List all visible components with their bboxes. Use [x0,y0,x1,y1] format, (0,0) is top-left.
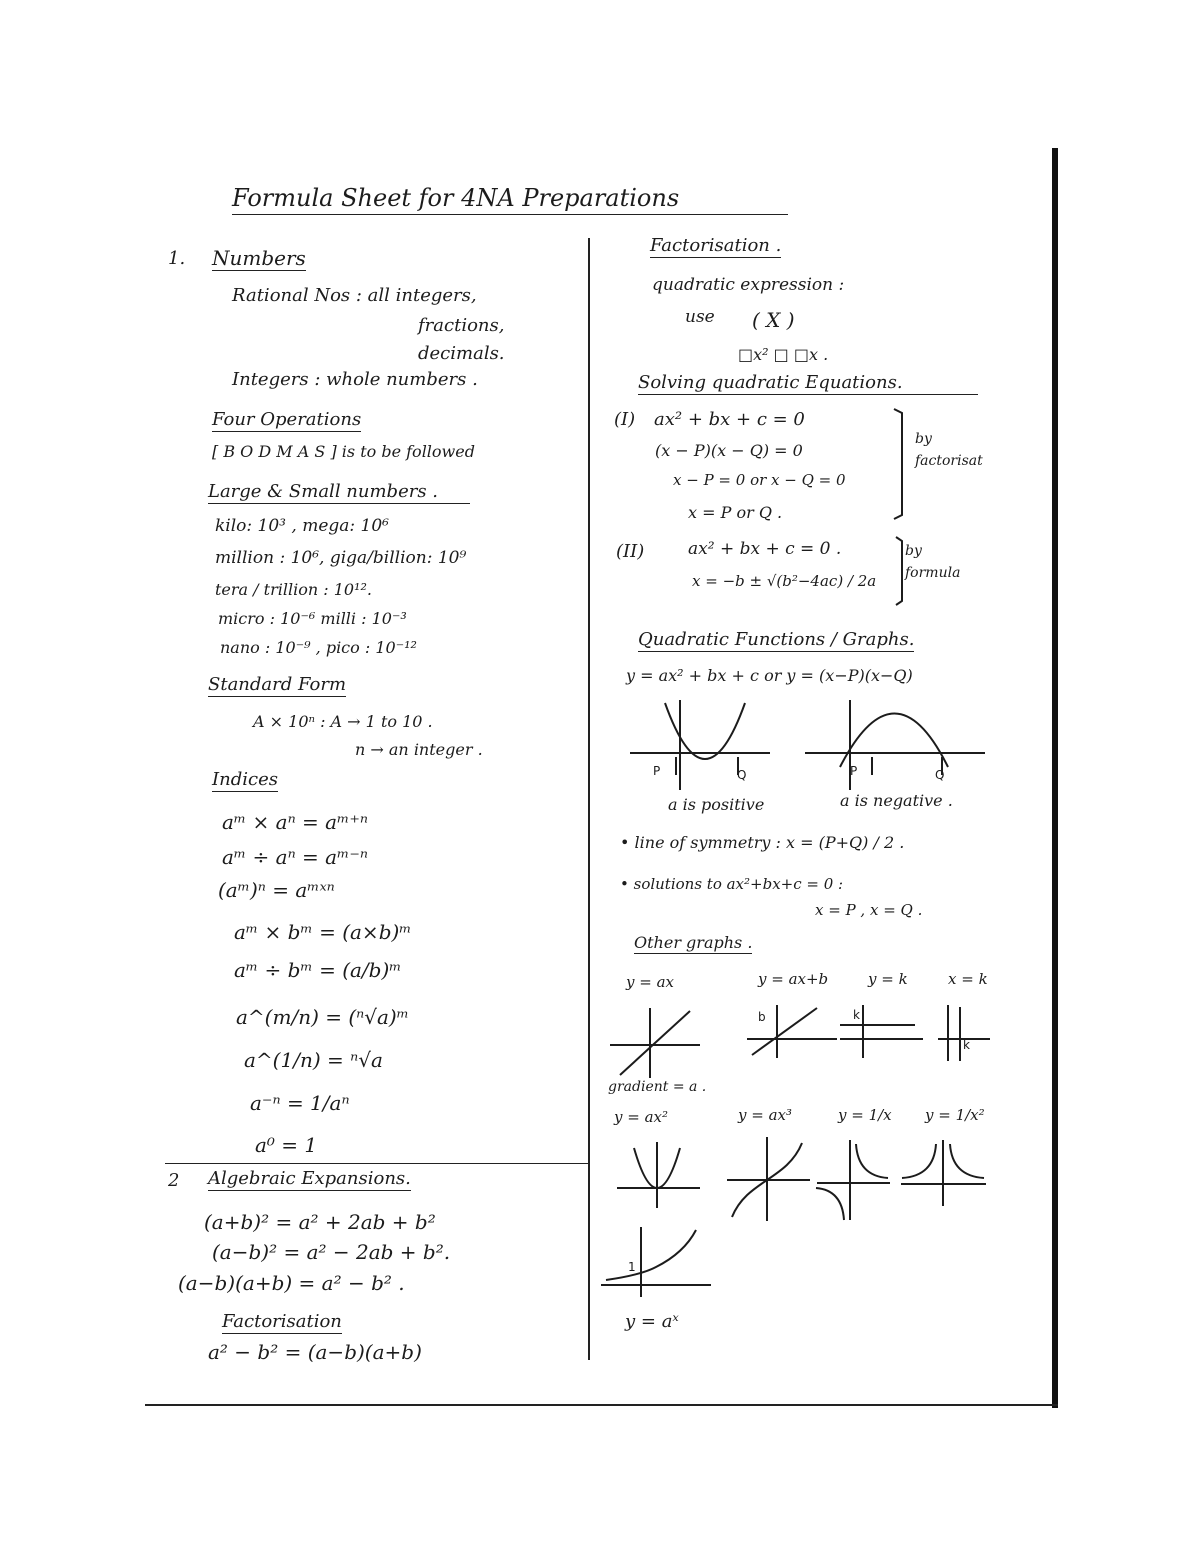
method-one-step: x − P = 0 or x − Q = 0 [673,471,846,489]
gradient-note: gradient = a . [608,1079,707,1095]
method-two-label: (II) [616,541,645,562]
graph-label: x = k [948,970,988,988]
cross-method: ( X ) [752,308,795,332]
section-number: 1. [168,248,186,269]
quadratic-expression-line: quadratic expression : [652,275,845,295]
index-law: a⁰ = 1 [255,1133,318,1157]
exponential-curve-graph [596,1225,716,1300]
rational-line-3: decimals. [418,343,505,364]
index-law: a⁻ⁿ = 1/aⁿ [250,1091,350,1115]
root-p-label: P [850,764,858,778]
index-law: (aᵐ)ⁿ = aᵐˣⁿ [218,878,335,902]
rational-line-1: Rational Nos : all integers, [232,285,477,306]
line-of-symmetry: • line of symmetry : x = (P+Q) / 2 . [620,833,905,852]
graph-label: y = ax [626,973,674,991]
method-one-step: (x − P)(x − Q) = 0 [655,441,803,460]
method-two-equation: ax² + bx + c = 0 . [688,539,842,559]
four-operations-heading: Four Operations [212,409,362,430]
positive-parabola-graph [625,695,775,795]
vertical-line-graph [935,1003,995,1063]
solving-braces [888,405,918,605]
index-law: aᵐ × aⁿ = aᵐ⁺ⁿ [222,810,369,834]
expansion-identity: (a+b)² = a² + 2ab + b² [204,1210,436,1234]
negative-label: a is negative . [840,791,953,810]
method-one-step: ax² + bx + c = 0 [654,409,805,430]
method-one-label: (I) [614,409,636,430]
quadratic-curve-graph [612,1140,702,1210]
intercept-one-label: 1 [628,1260,636,1274]
line-through-origin-graph [605,1003,705,1083]
prefix-line: micro : 10⁻⁶ milli : 10⁻³ [218,609,407,628]
section-divider [165,1163,590,1164]
index-law: aᵐ ÷ aⁿ = aᵐ⁻ⁿ [222,845,369,869]
formula-method-note: by formula [905,543,961,582]
paper-edge-bottom [145,1404,1058,1406]
root-q-label: Q [737,768,747,782]
factorisation-method-note: by factorisat [915,431,983,470]
bodmas-line: [ B O D M A S ] is to be followed [212,442,475,461]
graph-label: y = ax² [614,1108,668,1126]
root-p-label: P [653,764,661,778]
graph-label: y = 1/x [838,1106,892,1124]
other-graphs-heading: Other graphs . [634,933,753,952]
prefix-line: nano : 10⁻⁹ , pico : 10⁻¹² [220,638,417,657]
cross-method-terms: □x² □ □x . [738,345,829,364]
large-small-heading: Large & Small numbers . [208,483,470,504]
expansion-identity: (a−b)(a+b) = a² − b² . [178,1271,405,1295]
prefix-line: million : 10⁶, giga/billion: 10⁹ [215,548,467,568]
integers-line: Integers : whole numbers . [232,369,478,390]
method-one-step: x = P or Q . [688,503,783,522]
negative-parabola-graph [800,695,990,795]
numbers-heading: Numbers [212,246,306,270]
graph-label: y = k [868,970,908,988]
graph-label: y = 1/x² [925,1106,985,1124]
quadratic-forms-line: y = ax² + bx + c or y = (x−P)(x−Q) [626,666,913,685]
standard-form-line-2: n → an integer . [355,740,483,759]
k-label: k [853,1008,860,1022]
rational-line-2: fractions, [418,315,505,336]
reciprocal-curve-graph [812,1138,892,1223]
algebraic-expansions-heading: Algebraic Expansions. [208,1168,411,1189]
page-title: Formula Sheet for 4NA Preparations [232,186,788,215]
paper-edge-right [1052,148,1058,1408]
quadratic-graphs-heading: Quadratic Functions / Graphs. [638,629,915,650]
factorisation-heading: Factorisation . [650,235,782,256]
reciprocal-square-curve-graph [898,1138,988,1208]
factorisation-heading-left: Factorisation [222,1311,342,1332]
use-label: use [685,307,715,327]
root-q-label: Q [935,768,945,782]
prefix-line: tera / trillion : 10¹². [215,580,372,599]
line-with-intercept-graph [742,1003,842,1063]
intercept-b-label: b [758,1010,766,1024]
index-law: a^(1/n) = ⁿ√a [244,1048,383,1072]
solving-quadratic-heading: Solving quadratic Equations. [638,374,978,395]
positive-label: a is positive [668,795,765,814]
indices-heading: Indices [212,769,278,790]
graph-label: y = ax³ [738,1106,792,1124]
standard-form-heading: Standard Form [208,674,347,695]
quadratic-formula: x = −b ± √(b²−4ac) / 2a [692,572,877,590]
horizontal-line-graph [835,1003,925,1063]
solutions-line-2: x = P , x = Q . [815,901,923,919]
index-law: aᵐ ÷ bᵐ = (a/b)ᵐ [234,958,402,982]
graph-label: y = ax+b [758,970,829,988]
difference-of-squares: a² − b² = (a−b)(a+b) [208,1340,422,1364]
solutions-line-1: • solutions to ax²+bx+c = 0 : [620,875,844,893]
column-divider [588,238,590,1360]
k-label: k [963,1038,970,1052]
prefix-line: kilo: 10³ , mega: 10⁶ [215,516,389,536]
section-number: 2 [168,1170,180,1191]
cubic-curve-graph [722,1135,812,1225]
index-law: aᵐ × bᵐ = (a×b)ᵐ [234,920,412,944]
standard-form-line-1: A × 10ⁿ : A → 1 to 10 . [253,712,433,731]
index-law: a^(m/n) = (ⁿ√a)ᵐ [236,1005,409,1029]
expansion-identity: (a−b)² = a² − 2ab + b². [212,1240,451,1264]
exponential-label: y = aˣ [625,1311,679,1332]
